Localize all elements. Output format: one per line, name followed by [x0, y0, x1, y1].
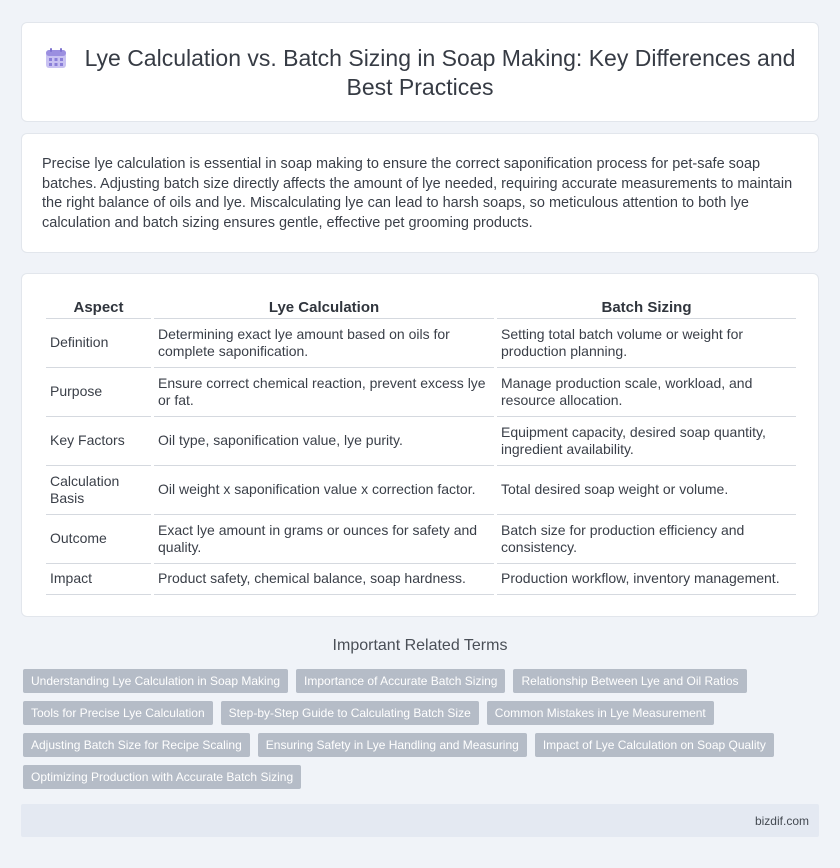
table-cell: Ensure correct chemical reaction, prevent excess lye or fat. — [154, 368, 494, 417]
table-cell: Equipment capacity, desired soap quantity, ingredient availability. — [497, 417, 796, 466]
table-cell: Production workflow, inventory management. — [497, 564, 796, 595]
table-cell: Determining exact lye amount based on oils for complete saponification. — [154, 319, 494, 368]
related-term-tag[interactable]: Common Mistakes in Lye Measurement — [487, 701, 714, 725]
tag-row — [23, 733, 783, 757]
table-cell: Total desired soap weight or volume. — [497, 466, 796, 515]
table-row — [46, 515, 796, 564]
column-header: Batch Sizing — [497, 296, 796, 319]
table-cell: Exact lye amount in grams or ounces for safety and quality. — [154, 515, 494, 564]
table-cell: Key Factors — [46, 417, 151, 466]
table-cell: Oil type, saponification value, lye purity. — [154, 417, 494, 466]
table-row — [46, 368, 796, 417]
table-row — [46, 564, 796, 595]
related-terms-list — [23, 669, 783, 797]
table-cell: Setting total batch volume or weight for production planning. — [497, 319, 796, 368]
related-term-tag[interactable]: Tools for Precise Lye Calculation — [23, 701, 213, 725]
table-cell: Calculation Basis — [46, 466, 151, 515]
calendar-icon — [45, 47, 67, 69]
table-cell: Impact — [46, 564, 151, 595]
related-term-tag[interactable]: Relationship Between Lye and Oil Ratios — [513, 669, 746, 693]
related-term-tag[interactable]: Understanding Lye Calculation in Soap Making — [23, 669, 288, 693]
column-header: Lye Calculation — [154, 296, 494, 319]
title-card — [21, 22, 819, 122]
page-title-text: Lye Calculation vs. Batch Sizing in Soap Making: Key Differences and Best Practices — [84, 45, 796, 100]
comparison-card — [21, 273, 819, 617]
intro-card — [21, 133, 819, 253]
related-term-tag[interactable]: Step-by-Step Guide to Calculating Batch Size — [221, 701, 479, 725]
table-row — [46, 466, 796, 515]
tag-row — [23, 669, 783, 693]
table-cell: Oil weight x saponification value x correction factor. — [154, 466, 494, 515]
tag-row — [23, 701, 783, 725]
page-title — [22, 44, 818, 102]
column-header: Aspect — [46, 296, 151, 319]
table-cell: Product safety, chemical balance, soap hardness. — [154, 564, 494, 595]
related-terms-heading: Important Related Terms — [332, 637, 508, 654]
table-cell: Definition — [46, 319, 151, 368]
table-cell: Outcome — [46, 515, 151, 564]
table-header-row — [46, 296, 796, 319]
related-term-tag[interactable]: Adjusting Batch Size for Recipe Scaling — [23, 733, 250, 757]
footer-bar — [21, 804, 819, 837]
table-cell: Purpose — [46, 368, 151, 417]
related-term-tag[interactable]: Impact of Lye Calculation on Soap Quality — [535, 733, 774, 757]
tag-row — [23, 765, 783, 789]
table-cell: Manage production scale, workload, and resource allocation. — [497, 368, 796, 417]
related-term-tag[interactable]: Optimizing Production with Accurate Batch Sizing — [23, 765, 301, 789]
related-term-tag[interactable]: Ensuring Safety in Lye Handling and Measuring — [258, 733, 527, 757]
table-row — [46, 319, 796, 368]
intro-paragraph: Precise lye calculation is essential in soap making to ensure the correct saponification process for pet-safe soap batches. Adjusting batch size directly affects the amount of lye needed, requiring accurate measurements to maintain the right balance of oils and lye. Miscalculating lye can lead to harsh soaps, so meticulous attention to both lye calculation and batch sizing ensures gentle, effective pet grooming products. — [42, 156, 793, 231]
table-row — [46, 417, 796, 466]
related-term-tag[interactable]: Importance of Accurate Batch Sizing — [296, 669, 505, 693]
table-cell: Batch size for production efficiency and consistency. — [497, 515, 796, 564]
comparison-table — [43, 296, 799, 595]
site-credit[interactable]: bizdif.com — [754, 814, 809, 828]
